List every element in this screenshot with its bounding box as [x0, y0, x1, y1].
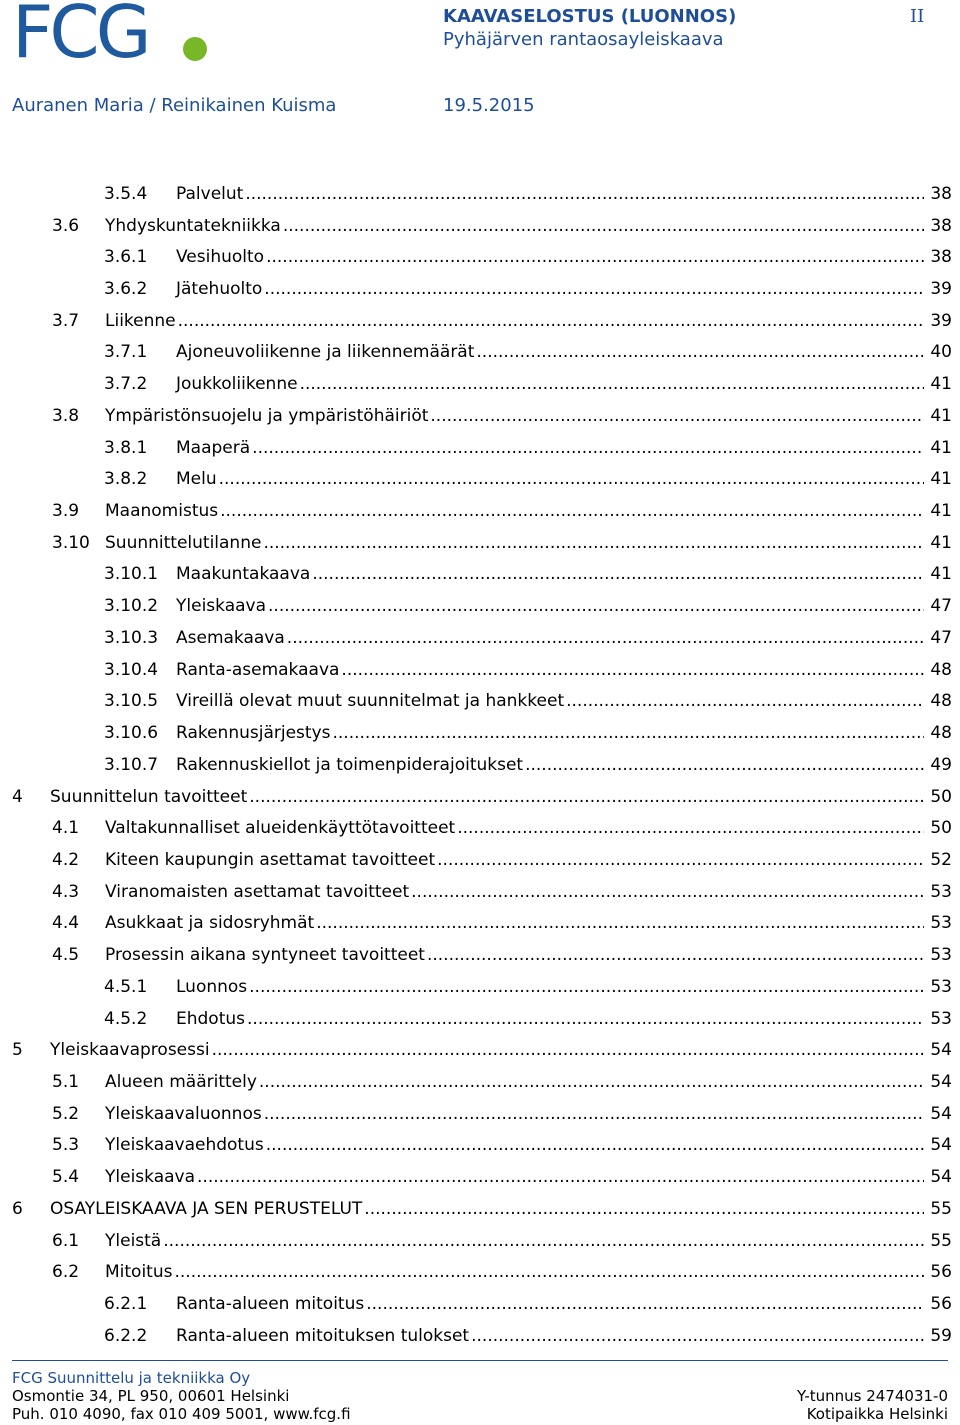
- toc-entry-title: Suunnittelutilanne: [105, 532, 262, 553]
- toc-dot-leader: [312, 563, 924, 585]
- toc-entry-page: 41: [930, 501, 952, 522]
- toc-entry-number: 4.5.2: [104, 1008, 148, 1029]
- toc-dot-leader: [287, 627, 924, 649]
- toc-entry-title: Ehdotus: [176, 1008, 246, 1029]
- toc-entry-title: Maaperä: [176, 437, 251, 458]
- toc-entry-number: 4.5.1: [104, 976, 148, 997]
- toc-entry-page: 49: [930, 754, 952, 775]
- toc-entry[interactable]: [0, 432, 960, 464]
- toc-dot-leader: [333, 722, 925, 744]
- toc-entry-page: 38: [930, 247, 952, 268]
- toc-entry-title: Yleiskaavaluonnos: [105, 1103, 262, 1124]
- toc-entry-title: Yleiskaava: [176, 596, 267, 617]
- toc-entry-number: 3.5.4: [104, 183, 148, 204]
- toc-entry[interactable]: [0, 210, 960, 242]
- toc-dot-leader: [249, 976, 924, 998]
- toc-dot-leader: [316, 912, 924, 934]
- toc-entry-title: Ajoneuvoliikenne ja liikennemäärät: [176, 342, 475, 363]
- toc-entry-title: Kiteen kaupungin asettamat tavoitteet: [105, 849, 436, 870]
- toc-dot-leader: [252, 437, 924, 459]
- toc-entry-number: 6.1: [52, 1230, 80, 1251]
- toc-entry-title: Yhdyskuntatekniikka: [105, 215, 281, 236]
- toc-entry-number: 3.6.2: [104, 279, 148, 300]
- toc-entry-number: 3.10.6: [104, 723, 159, 744]
- toc-entry-number: 4.5: [52, 945, 80, 966]
- footer-divider: [12, 1360, 948, 1361]
- toc-entry-title: Valtakunnalliset alueidenkäyttötavoitteet: [105, 818, 456, 839]
- toc-entry[interactable]: [0, 1098, 960, 1130]
- toc-dot-leader: [476, 341, 924, 363]
- toc-entry[interactable]: [0, 844, 960, 876]
- toc-entry-page: 38: [930, 215, 952, 236]
- toc-entry-page: 54: [930, 1167, 952, 1188]
- toc-entry-number: 5.4: [52, 1167, 80, 1188]
- footer-address: Osmontie 34, PL 950, 00601 Helsinki: [12, 1387, 290, 1405]
- toc-entry[interactable]: [0, 1066, 960, 1098]
- toc-dot-leader: [411, 881, 924, 903]
- toc-entry-title: Melu: [176, 469, 217, 490]
- document-subtitle: Pyhäjärven rantaosayleiskaava: [443, 29, 724, 50]
- fcg-logo-dot: [183, 37, 207, 61]
- toc-entry-page: 41: [930, 469, 952, 490]
- toc-dot-leader: [266, 1134, 924, 1156]
- toc-entry-title: Vesihuolto: [176, 247, 265, 268]
- table-of-contents: [0, 178, 960, 1352]
- toc-entry-page: 53: [930, 881, 952, 902]
- toc-entry-page: 41: [930, 564, 952, 585]
- toc-dot-leader: [566, 690, 924, 712]
- toc-entry-number: 3.9: [52, 501, 80, 522]
- toc-entry-page: 53: [930, 976, 952, 997]
- toc-entry-page: 48: [930, 691, 952, 712]
- toc-entry-title: Palvelut: [176, 183, 244, 204]
- toc-entry-title: Yleiskaava: [105, 1167, 196, 1188]
- toc-entry-title: Ympäristönsuojelu ja ympäristöhäiriöt: [105, 405, 429, 426]
- footer-business-id: Y-tunnus 2474031-0: [796, 1387, 948, 1405]
- toc-entry-page: 56: [930, 1262, 952, 1283]
- toc-entry-title: Maakuntakaava: [176, 564, 311, 585]
- toc-entry[interactable]: [0, 1034, 960, 1066]
- toc-entry[interactable]: [0, 1225, 960, 1257]
- toc-entry[interactable]: [0, 305, 960, 337]
- document-date: 19.5.2015: [443, 95, 535, 116]
- toc-dot-leader: [457, 817, 924, 839]
- toc-entry[interactable]: [0, 1288, 960, 1320]
- toc-entry-title: Joukkoliikenne: [176, 374, 298, 395]
- toc-entry-number: 6.2.1: [104, 1294, 148, 1315]
- toc-entry[interactable]: [0, 463, 960, 495]
- toc-entry-number: 5.3: [52, 1135, 80, 1156]
- toc-entry-number: 6.2.2: [104, 1325, 148, 1346]
- toc-entry[interactable]: [0, 590, 960, 622]
- toc-entry[interactable]: [0, 527, 960, 559]
- toc-entry[interactable]: [0, 273, 960, 305]
- toc-entry-title: OSAYLEISKAAVA JA SEN PERUSTELUT: [50, 1198, 363, 1219]
- toc-entry-page: 48: [930, 723, 952, 744]
- toc-entry-page: 55: [930, 1230, 952, 1251]
- toc-entry-title: Yleiskaavaprosessi: [50, 1040, 210, 1061]
- toc-entry-title: Prosessin aikana syntyneet tavoitteet: [105, 945, 425, 966]
- toc-dot-leader: [219, 468, 924, 490]
- toc-dot-leader: [437, 849, 924, 871]
- toc-entry-page: 38: [930, 183, 952, 204]
- toc-entry-number: 3.10.7: [104, 754, 159, 775]
- toc-entry-title: Liikenne: [105, 310, 176, 331]
- toc-entry[interactable]: [0, 622, 960, 654]
- toc-entry-number: 3.7.2: [104, 374, 148, 395]
- toc-entry-number: 3.7: [52, 310, 80, 331]
- toc-entry-page: 53: [930, 1008, 952, 1029]
- toc-entry-page: 40: [930, 342, 952, 363]
- toc-entry[interactable]: [0, 1003, 960, 1035]
- toc-entry-title: Ranta-alueen mitoituksen tulokset: [176, 1325, 470, 1346]
- toc-dot-leader: [266, 246, 924, 268]
- footer-company: FCG Suunnittelu ja tekniikka Oy: [12, 1369, 251, 1387]
- toc-entry-page: 48: [930, 659, 952, 680]
- toc-entry[interactable]: [0, 178, 960, 210]
- toc-entry-page: 50: [930, 818, 952, 839]
- toc-entry-title: Rakennuskiellot ja toimenpiderajoitukset: [176, 754, 524, 775]
- toc-entry[interactable]: [0, 939, 960, 971]
- toc-entry-number: 5: [12, 1040, 23, 1061]
- toc-entry[interactable]: [0, 400, 960, 432]
- toc-entry-title: Yleistä: [105, 1230, 162, 1251]
- toc-entry-page: 50: [930, 786, 952, 807]
- toc-entry-number: 3.6.1: [104, 247, 148, 268]
- toc-dot-leader: [366, 1293, 924, 1315]
- toc-dot-leader: [245, 183, 924, 205]
- toc-entry-number: 3.8: [52, 405, 80, 426]
- toc-entry[interactable]: [0, 495, 960, 527]
- toc-entry-title: Luonnos: [176, 976, 248, 997]
- toc-dot-leader: [249, 786, 924, 808]
- toc-entry-page: 47: [930, 627, 952, 648]
- toc-entry-page: 59: [930, 1325, 952, 1346]
- toc-entry-page: 41: [930, 374, 952, 395]
- toc-entry-number: 3.8.2: [104, 469, 148, 490]
- toc-entry-number: 3.10.5: [104, 691, 159, 712]
- toc-entry-number: 3.10.1: [104, 564, 159, 585]
- toc-entry-title: Jätehuolto: [176, 279, 263, 300]
- toc-entry[interactable]: [0, 1256, 960, 1288]
- toc-entry-page: 41: [930, 405, 952, 426]
- toc-dot-leader: [264, 1103, 924, 1125]
- toc-entry-page: 54: [930, 1135, 952, 1156]
- toc-entry-page: 39: [930, 279, 952, 300]
- fcg-logo: [12, 0, 202, 74]
- toc-entry[interactable]: [0, 971, 960, 1003]
- toc-entry-number: 3.7.1: [104, 342, 148, 363]
- toc-dot-leader: [430, 405, 924, 427]
- toc-entry-title: Maanomistus: [105, 501, 219, 522]
- toc-entry-number: 5.1: [52, 1071, 80, 1092]
- toc-dot-leader: [220, 500, 924, 522]
- toc-entry[interactable]: [0, 559, 960, 591]
- toc-dot-leader: [471, 1325, 924, 1347]
- toc-entry-title: Mitoitus: [105, 1262, 173, 1283]
- toc-dot-leader: [263, 532, 924, 554]
- toc-dot-leader: [247, 1008, 924, 1030]
- toc-entry-title: Suunnittelun tavoitteet: [50, 786, 248, 807]
- toc-entry-title: Yleiskaavaehdotus: [105, 1135, 264, 1156]
- toc-entry-number: 4.4: [52, 913, 80, 934]
- toc-entry-number: 3.10.4: [104, 659, 159, 680]
- toc-entry-title: Asemakaava: [176, 627, 285, 648]
- fcg-logo-text: FCG: [12, 0, 148, 74]
- toc-dot-leader: [364, 1198, 924, 1220]
- toc-entry-title: Viranomaisten asettamat tavoitteet: [105, 881, 410, 902]
- toc-entry[interactable]: [0, 812, 960, 844]
- toc-entry-number: 3.8.1: [104, 437, 148, 458]
- toc-dot-leader: [300, 373, 924, 395]
- toc-entry[interactable]: [0, 1193, 960, 1225]
- toc-entry[interactable]: [0, 368, 960, 400]
- toc-entry-number: 4.2: [52, 849, 80, 870]
- toc-entry-page: 39: [930, 310, 952, 331]
- toc-dot-leader: [268, 595, 924, 617]
- toc-entry-page: 56: [930, 1294, 952, 1315]
- document-title: KAAVASELOSTUS (LUONNOS): [443, 6, 737, 27]
- toc-entry[interactable]: [0, 781, 960, 813]
- toc-entry-number: 6: [12, 1198, 23, 1219]
- toc-entry-number: 4.3: [52, 881, 80, 902]
- toc-entry[interactable]: [0, 337, 960, 369]
- toc-entry-title: Ranta-alueen mitoitus: [176, 1294, 365, 1315]
- toc-dot-leader: [283, 215, 924, 237]
- toc-entry[interactable]: [0, 686, 960, 718]
- toc-dot-leader: [259, 1071, 924, 1093]
- toc-entry[interactable]: [0, 1130, 960, 1162]
- toc-dot-leader: [178, 310, 924, 332]
- toc-entry-number: 3.6: [52, 215, 80, 236]
- toc-dot-leader: [264, 278, 924, 300]
- toc-entry-page: 54: [930, 1071, 952, 1092]
- toc-dot-leader: [212, 1039, 924, 1061]
- toc-entry-page: 47: [930, 596, 952, 617]
- toc-entry-title: Rakennusjärjestys: [176, 723, 331, 744]
- toc-dot-leader: [341, 659, 924, 681]
- toc-entry-number: 4.1: [52, 818, 80, 839]
- toc-entry-page: 41: [930, 532, 952, 553]
- toc-entry[interactable]: [0, 241, 960, 273]
- toc-entry-page: 52: [930, 849, 952, 870]
- toc-entry-number: 3.10.3: [104, 627, 159, 648]
- toc-entry-number: 3.10: [52, 532, 90, 553]
- toc-entry-page: 54: [930, 1040, 952, 1061]
- toc-entry[interactable]: [0, 908, 960, 940]
- toc-entry-page: 53: [930, 913, 952, 934]
- toc-dot-leader: [427, 944, 924, 966]
- toc-entry-page: 53: [930, 945, 952, 966]
- toc-entry-number: 5.2: [52, 1103, 80, 1124]
- toc-entry[interactable]: [0, 717, 960, 749]
- footer-contact: Puh. 010 4090, fax 010 409 5001, www.fcg.fi: [12, 1405, 351, 1423]
- toc-dot-leader: [197, 1166, 924, 1188]
- toc-entry-title: Alueen määrittely: [105, 1071, 257, 1092]
- toc-entry-page: 54: [930, 1103, 952, 1124]
- toc-dot-leader: [174, 1261, 924, 1283]
- footer-domicile: Kotipaikka Helsinki: [806, 1405, 948, 1423]
- toc-entry-number: 6.2: [52, 1262, 80, 1283]
- toc-entry[interactable]: [0, 1161, 960, 1193]
- toc-entry[interactable]: [0, 1320, 960, 1352]
- toc-dot-leader: [163, 1230, 924, 1252]
- toc-entry-page: 41: [930, 437, 952, 458]
- toc-entry-number: 4: [12, 786, 23, 807]
- toc-entry-title: Asukkaat ja sidosryhmät: [105, 913, 315, 934]
- toc-entry-title: Vireillä olevat muut suunnitelmat ja hankkeet: [176, 691, 565, 712]
- document-authors: Auranen Maria / Reinikainen Kuisma: [12, 95, 337, 116]
- toc-entry[interactable]: [0, 654, 960, 686]
- toc-dot-leader: [525, 754, 924, 776]
- toc-entry-page: 55: [930, 1198, 952, 1219]
- toc-entry-title: Ranta-asemakaava: [176, 659, 340, 680]
- toc-entry[interactable]: [0, 749, 960, 781]
- toc-entry[interactable]: [0, 876, 960, 908]
- toc-entry-number: 3.10.2: [104, 596, 159, 617]
- page-number: II: [910, 6, 925, 27]
